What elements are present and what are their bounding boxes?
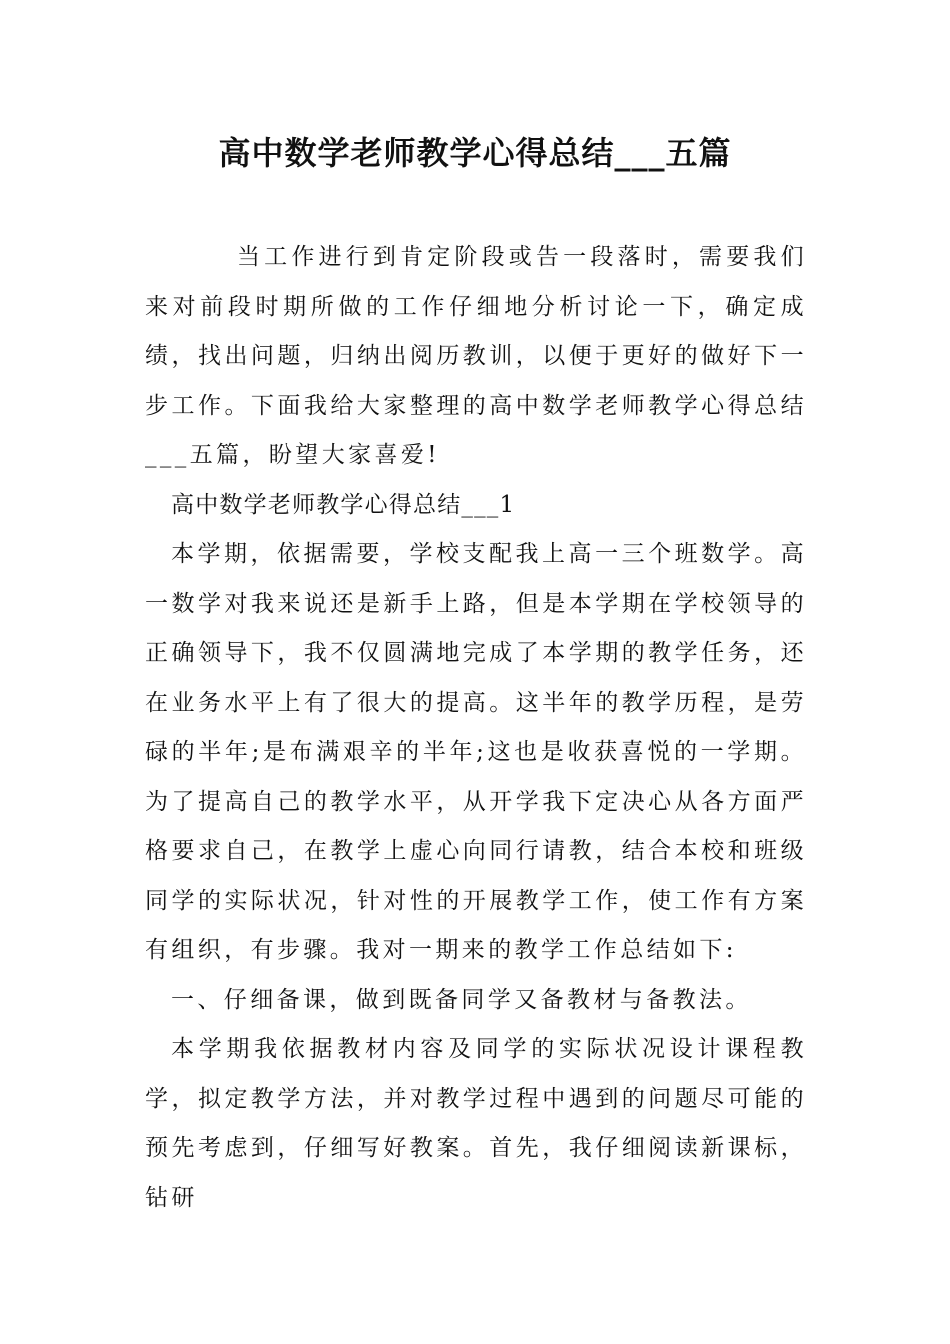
document-title: 高中数学老师教学心得总结___五篇 (218, 134, 732, 172)
body-paragraph: 本学期我依据教材内容及同学的实际状况设计课程教学，拟定教学方法，并对教学过程中遇到的问题尽可能的预先考虑到，仔细写好教案。首先，我仔细阅读新课标，钻研 (145, 1036, 807, 1211)
body-paragraph: 本学期，依据需要，学校支配我上高一三个班数学。高一数学对我来说还是新手上路，但是本学期在学校领导的正确领导下，我不仅圆满地完成了本学期的教学任务，还在业务水平上有了很大的提高。这半年的教学历程，是劳碌的半年;是布满艰辛的半年;这也是收获喜悦的一学期。为了提高自己的教学水平，从开学我下定决心从各方面严格要求自己，在教学上虚心向同行请教，结合本校和班级同学的实际状况，针对性的开展教学工作，使工作有方案有组织，有步骤。我对一期来的教学工作总结如下: (145, 541, 807, 963)
intro-paragraph: 当工作进行到肯定阶段或告一段落时，需要我们来对前段时期所做的工作仔细地分析讨论一下，确定成绩，找出问题，归纳出阅历教训，以便于更好的做好下一步工作。下面我给大家整理的高中数学老师教学心得总结___五篇，盼望大家喜爱! (145, 244, 807, 468)
document-body (145, 233, 807, 1223)
subsection-heading: 一、仔细备课，做到既备同学又备教材与备教法。 (171, 986, 752, 1013)
section-heading: 高中数学老师教学心得总结___1 (171, 491, 516, 518)
